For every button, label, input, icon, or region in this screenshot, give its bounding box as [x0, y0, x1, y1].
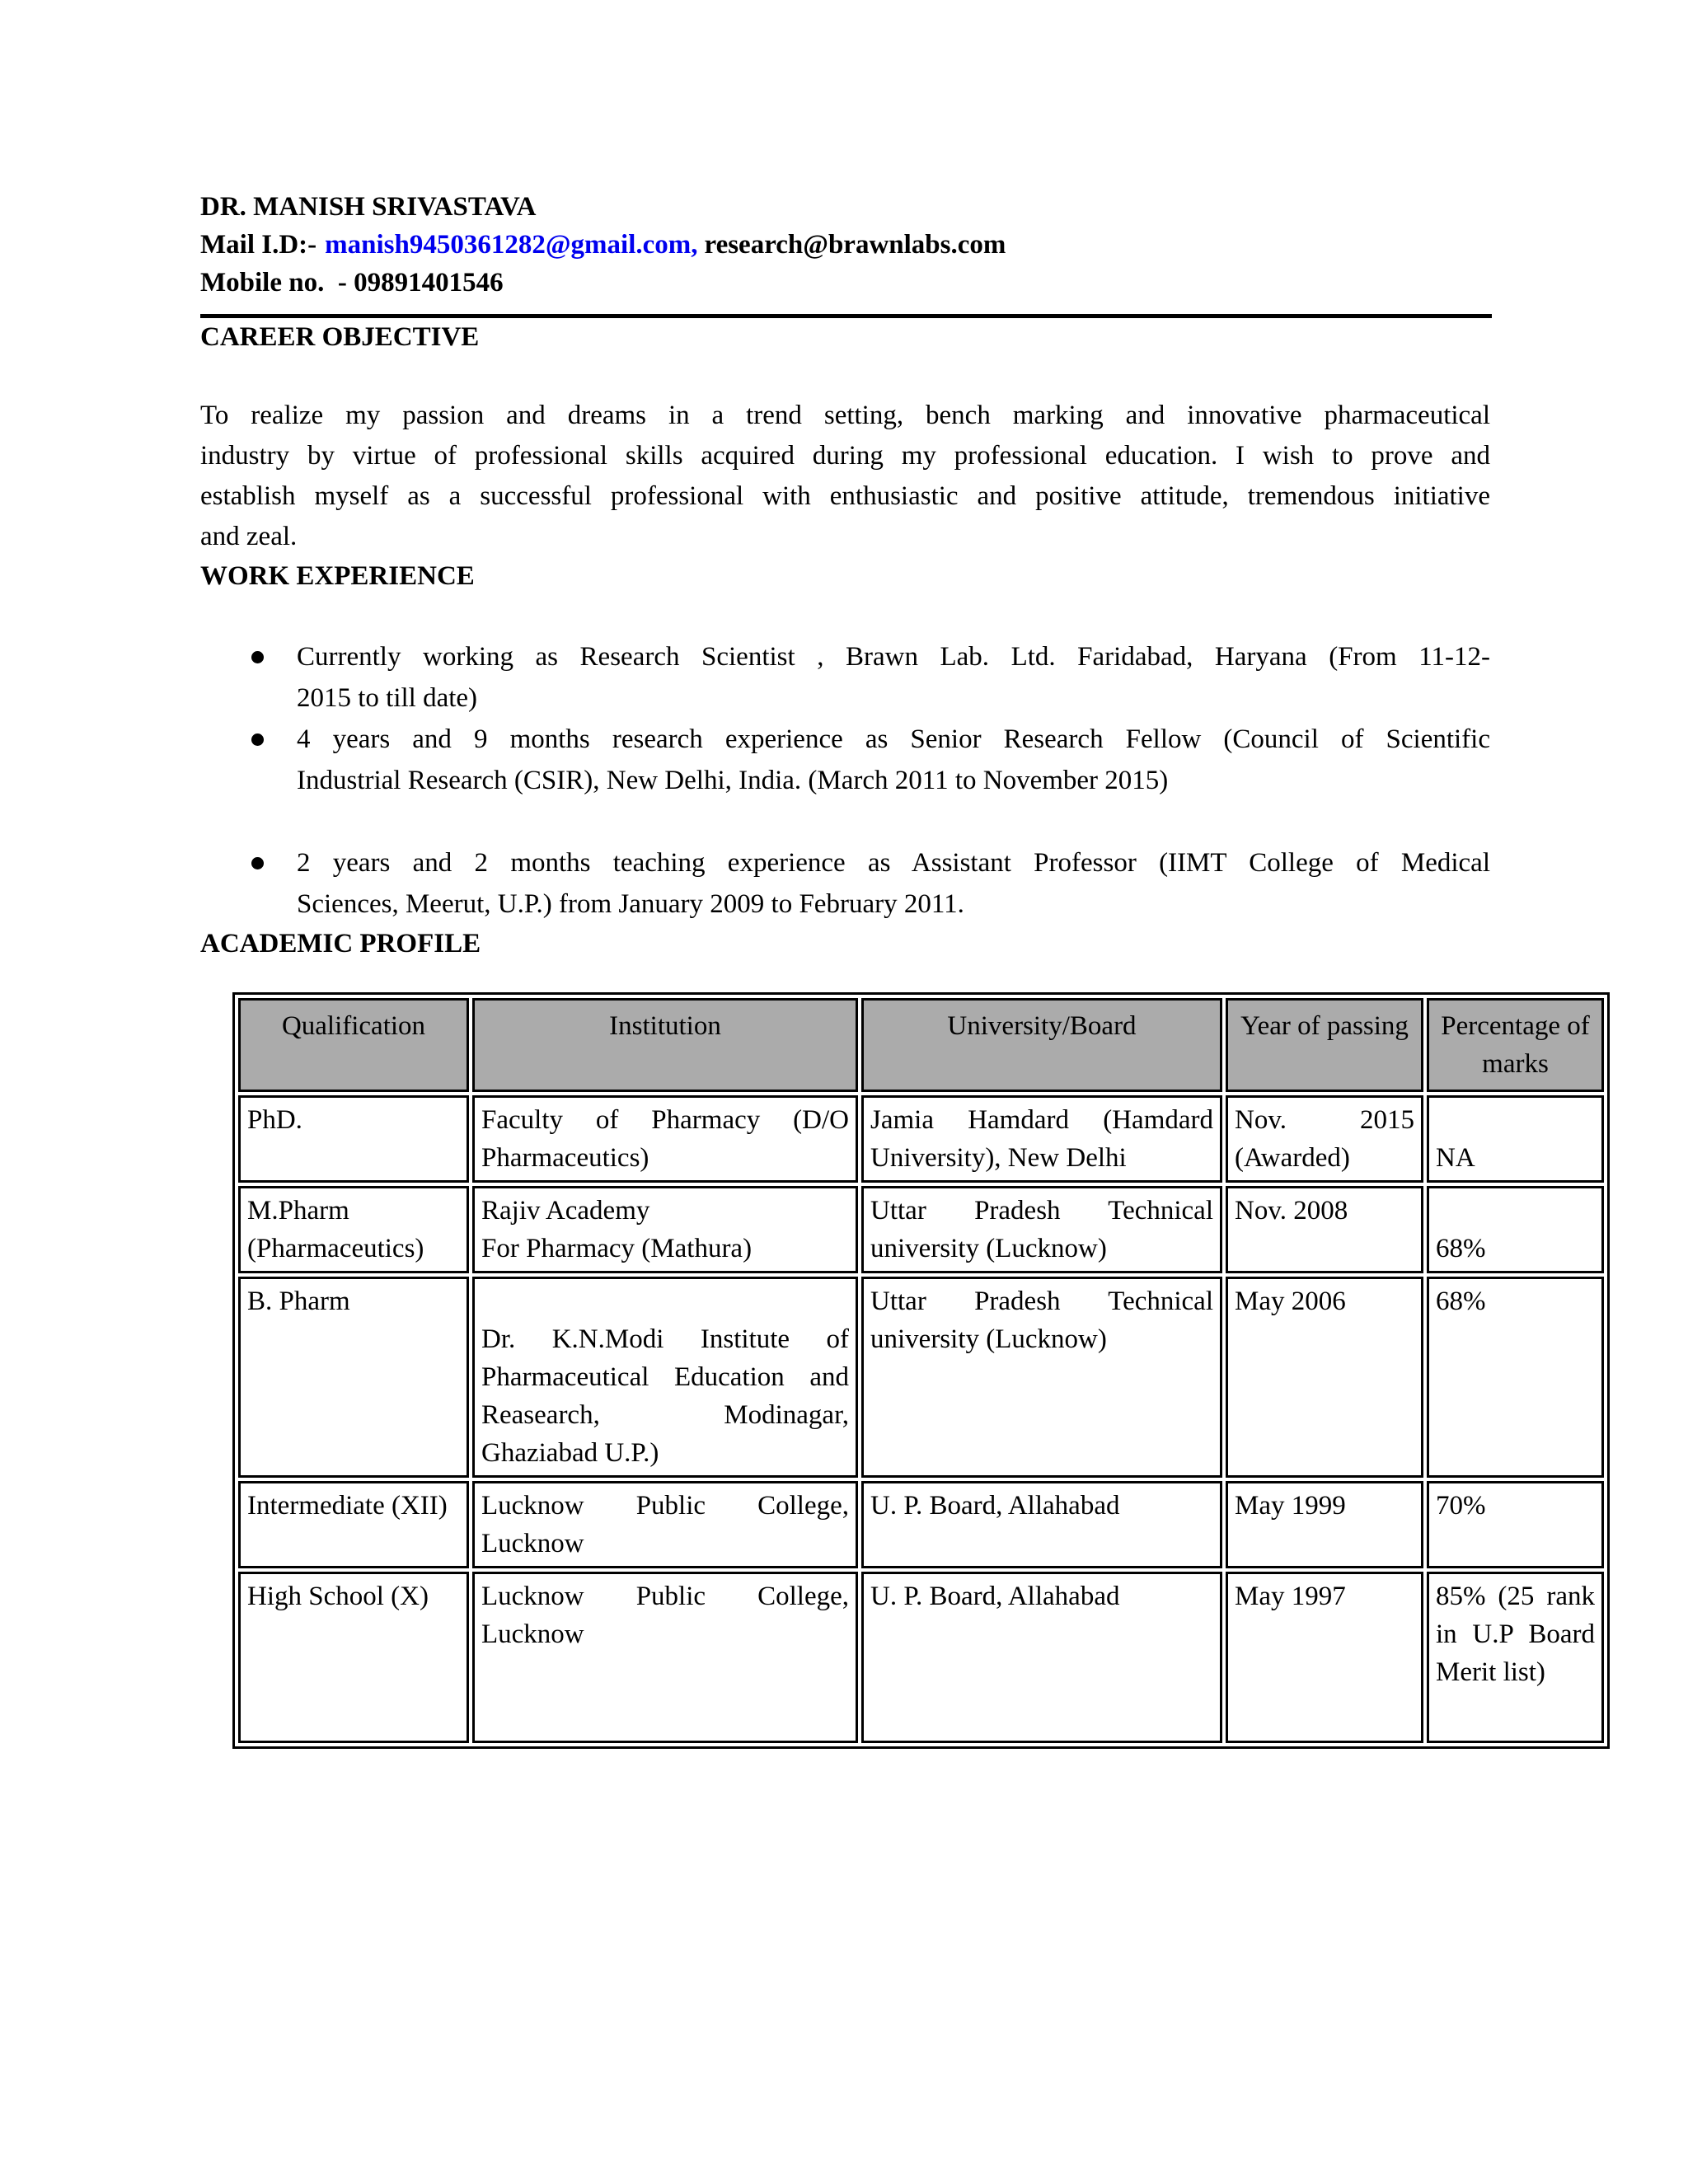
text-line: M.Pharm: [247, 1196, 349, 1226]
cell-university: [861, 1186, 1222, 1273]
bullet-icon: [251, 857, 264, 869]
cell-institution: [472, 1186, 858, 1273]
cell-university: [861, 1095, 1222, 1183]
text-line: [1436, 1192, 1595, 1230]
table-header-row: [238, 998, 1604, 1092]
text-line: (Pharmaceutics): [247, 1234, 424, 1263]
text-line: 2015 to till date): [297, 683, 478, 713]
cell-year: [1226, 1095, 1423, 1183]
cell-institution: [472, 1572, 858, 1743]
work-experience-list: [200, 636, 1490, 925]
text-line: [1436, 1101, 1595, 1139]
cell-qualification: [238, 1572, 469, 1743]
text-line: For Pharmacy (Mathura): [481, 1234, 753, 1263]
text-line: May 1997: [1235, 1582, 1346, 1611]
text-line: B. Pharm: [247, 1286, 350, 1316]
table-row: [238, 1572, 1604, 1743]
column-header-university-board: University/Board: [861, 998, 1222, 1092]
text-line: To realize my passion and dreams in a trend setting, bench marking and innovative pharmaceutical: [200, 401, 1490, 430]
text-line: High School (X): [247, 1582, 429, 1611]
text-line: NA: [1436, 1143, 1475, 1173]
career-objective-paragraph: [200, 396, 1490, 557]
column-header-institution: Institution: [472, 998, 858, 1092]
cell-percentage: [1427, 1186, 1604, 1273]
text-line: Lucknow: [481, 1619, 584, 1649]
text-line: 2 years and 2 months teaching experience as Assistant Professor (IIMT College of Medical: [297, 848, 1490, 878]
cell-year: [1226, 1481, 1423, 1568]
bullet-text: [297, 719, 1490, 801]
work-experience-heading: WORK EXPERIENCE: [200, 561, 475, 591]
column-header-percentage-of-marks: Percentage of marks: [1427, 998, 1604, 1092]
table-row: [238, 1095, 1604, 1183]
column-header-year-of-passing: Year of passing: [1226, 998, 1423, 1092]
text-line: establish myself as a successful professional with enthusiastic and positive attitude, tremendous initiative: [200, 481, 1490, 511]
text-line: 4 years and 9 months research experience as Senior Research Fellow (Council of Scientific: [297, 724, 1490, 754]
text-line: Dr. K.N.Modi Institute of: [481, 1324, 849, 1354]
text-line: Pharmaceutical Education and: [481, 1362, 849, 1392]
text-line: Jamia Hamdard (Hamdard: [870, 1105, 1213, 1135]
cell-qualification: [238, 1277, 469, 1478]
cell-university: [861, 1572, 1222, 1743]
text-line: Pharmaceutics): [481, 1143, 649, 1173]
text-line: Currently working as Research Scientist , Brawn Lab. Ltd. Faridabad, Haryana (From 11-12-: [297, 642, 1490, 672]
list-item: [200, 636, 1490, 719]
table-row: [238, 1277, 1604, 1478]
cell-year: [1226, 1277, 1423, 1478]
text-line: Lucknow Public College,: [481, 1491, 849, 1521]
bullet-icon: [251, 651, 264, 663]
cell-institution: [472, 1095, 858, 1183]
text-line: Reasearch, Modinagar,: [481, 1400, 849, 1430]
text-line: Nov. 2015: [1235, 1105, 1414, 1135]
text-line: Intermediate (XII): [247, 1491, 448, 1521]
text-line: Merit list): [1436, 1657, 1545, 1687]
contact-block: [200, 188, 1490, 302]
text-line: Lucknow Public College,: [481, 1582, 849, 1611]
cell-qualification: [238, 1095, 469, 1183]
text-line: May 1999: [1235, 1491, 1346, 1521]
email-link[interactable]: manish9450361282@gmail.com,: [325, 230, 698, 260]
list-item: [200, 719, 1490, 801]
text-line: May 2006: [1235, 1286, 1346, 1316]
text-line: Ghaziabad U.P.): [481, 1438, 659, 1468]
text-line: in U.P Board: [1436, 1619, 1595, 1649]
bullet-text: [297, 842, 1490, 925]
text-line: Sciences, Meerut, U.P.) from January 2009 to February 2011.: [297, 889, 964, 919]
cell-university: [861, 1481, 1222, 1568]
bullet-text: [297, 636, 1490, 719]
cell-university: [861, 1277, 1222, 1478]
text-line: Industrial Research (CSIR), New Delhi, India. (March 2011 to November 2015): [297, 766, 1169, 795]
table-row: [238, 1186, 1604, 1273]
text-line: Faculty of Pharmacy (D/O: [481, 1105, 849, 1135]
cell-qualification: [238, 1186, 469, 1273]
text-line: Rajiv Academy: [481, 1196, 650, 1226]
mail-id-label: Mail I.D:-: [200, 230, 317, 260]
text-line: university (Lucknow): [870, 1234, 1107, 1263]
text-line: PhD.: [247, 1105, 302, 1135]
cell-percentage: [1427, 1572, 1604, 1743]
text-line: U. P. Board, Allahabad: [870, 1582, 1120, 1611]
table-body: [238, 1095, 1604, 1743]
cell-year: [1226, 1186, 1423, 1273]
secondary-email: research@brawnlabs.com: [704, 230, 1006, 260]
text-line: Lucknow: [481, 1529, 584, 1558]
contact-name: DR. MANISH SRIVASTAVA: [200, 192, 537, 222]
text-line: [481, 1282, 849, 1320]
academic-profile-table: [232, 992, 1610, 1749]
bullet-icon: [251, 733, 264, 746]
contact-mobile: Mobile no. - 09891401546: [200, 268, 504, 298]
cell-percentage: [1427, 1277, 1604, 1478]
cell-percentage: [1427, 1481, 1604, 1568]
text-line: and zeal.: [200, 522, 298, 551]
text-line: Nov. 2008: [1235, 1196, 1348, 1226]
text-line: 70%: [1436, 1491, 1486, 1521]
cell-qualification: [238, 1481, 469, 1568]
cell-institution: [472, 1277, 858, 1478]
text-line: U. P. Board, Allahabad: [870, 1491, 1120, 1521]
cell-percentage: [1427, 1095, 1604, 1183]
academic-profile-heading: ACADEMIC PROFILE: [200, 929, 481, 958]
table-row: [238, 1481, 1604, 1568]
list-item: [200, 842, 1490, 925]
text-line: 68%: [1436, 1234, 1486, 1263]
text-line: 68%: [1436, 1286, 1486, 1316]
text-line: University), New Delhi: [870, 1143, 1127, 1173]
text-line: industry by virtue of professional skills acquired during my professional education. I wish to prove and: [200, 441, 1490, 471]
text-line: Uttar Pradesh Technical: [870, 1196, 1213, 1226]
text-line: 85% (25 rank: [1436, 1582, 1595, 1611]
contact-email-line: [200, 226, 1490, 264]
cell-institution: [472, 1481, 858, 1568]
text-line: (Awarded): [1235, 1143, 1350, 1173]
text-line: Uttar Pradesh Technical: [870, 1286, 1213, 1316]
career-objective-heading: CAREER OBJECTIVE: [200, 322, 480, 352]
text-line: university (Lucknow): [870, 1324, 1107, 1354]
cell-year: [1226, 1572, 1423, 1743]
column-header-qualification: Qualification: [238, 998, 469, 1092]
